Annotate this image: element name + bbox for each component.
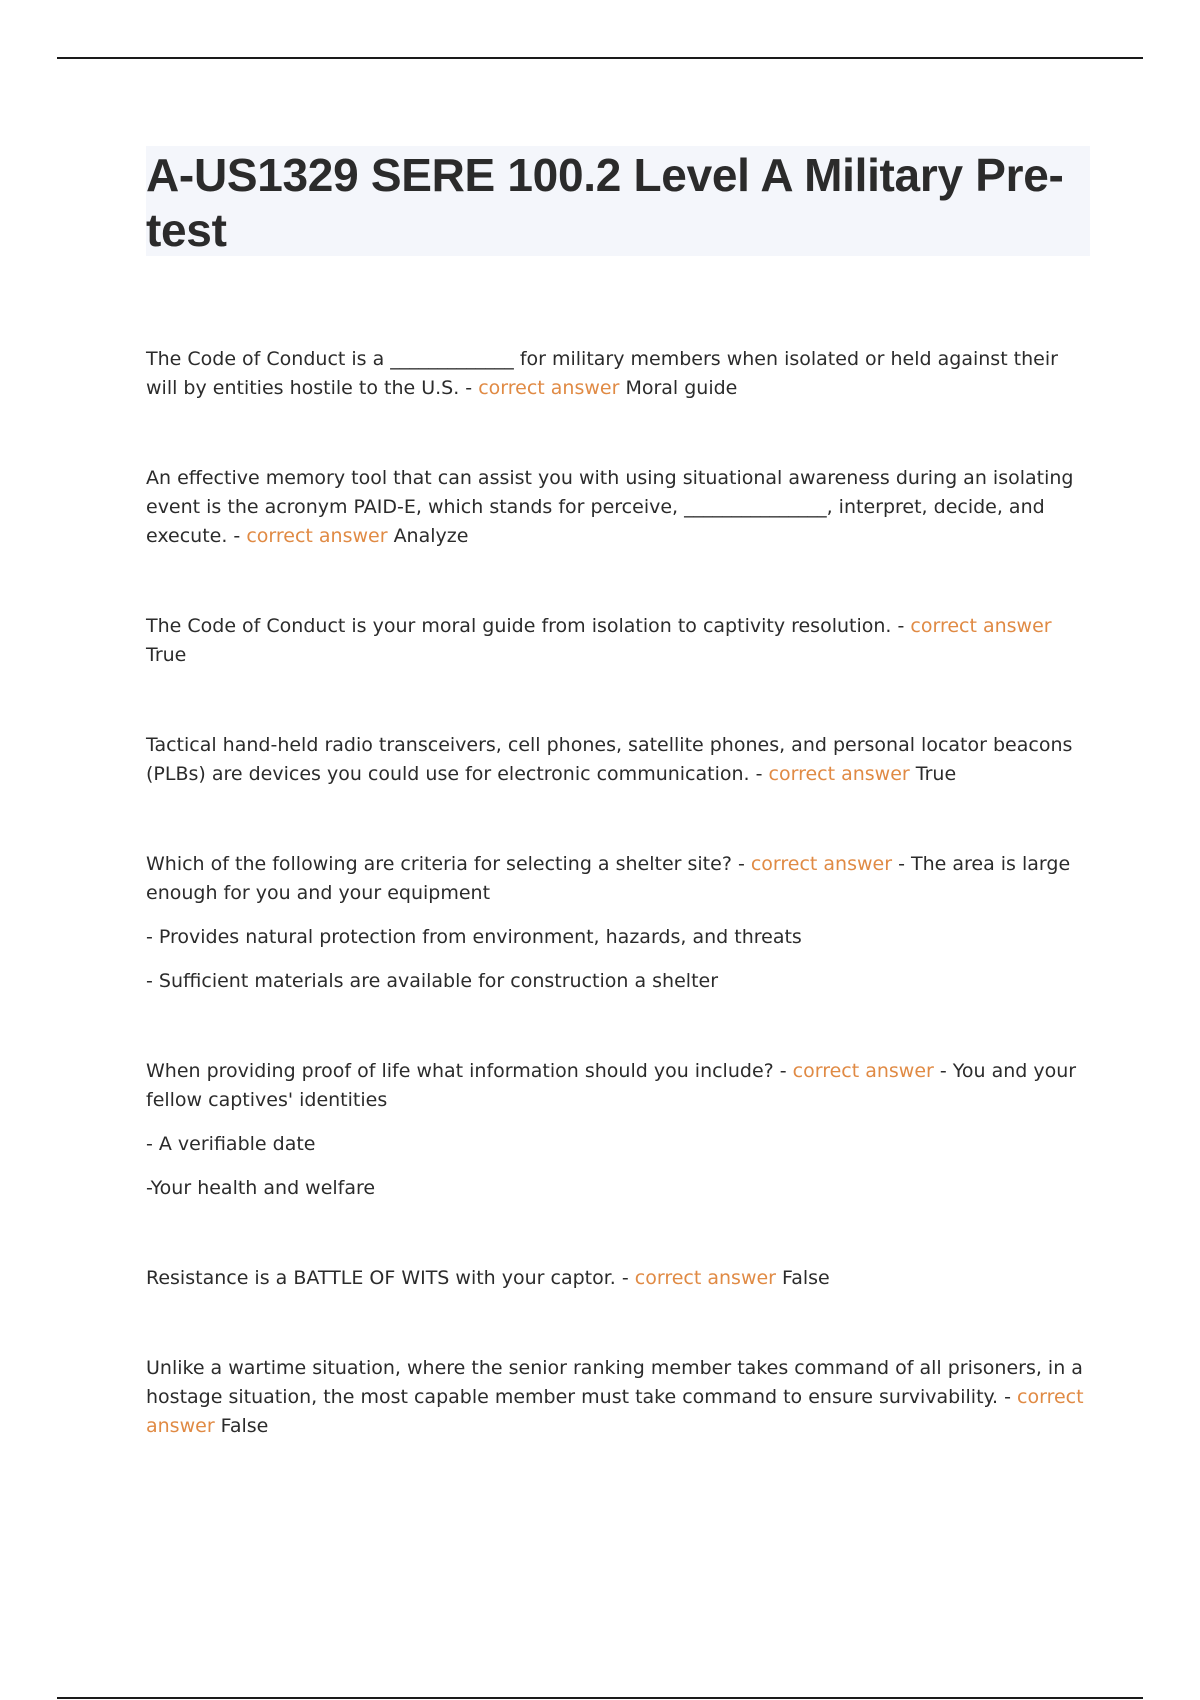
- qa-main-line: [146, 345, 1090, 403]
- qa-item: [146, 612, 1090, 670]
- correct-answer-label: correct answer: [146, 1386, 1084, 1437]
- qa-main-line: [146, 612, 1090, 670]
- qa-item: [146, 1264, 1090, 1293]
- qa-item: [146, 464, 1090, 551]
- answer-text: False: [782, 1267, 830, 1289]
- correct-answer-label: correct answer: [246, 525, 388, 547]
- question-text: Tactical hand-held radio transceivers, cell phones, satellite phones, and personal locator beacons (PLBs) are devices you could use for electronic communication.: [146, 734, 1073, 785]
- answer-text: Moral guide: [625, 377, 738, 399]
- correct-answer-label: correct answer: [768, 763, 910, 785]
- question-separator: -: [749, 763, 769, 785]
- answer-extra-line: -Your health and welfare: [146, 1177, 376, 1199]
- qa-item: [146, 850, 1090, 996]
- correct-answer-label: correct answer: [750, 853, 893, 875]
- qa-main-line: [146, 1057, 1090, 1115]
- answer-extra-line: - A verifiable date: [146, 1133, 316, 1155]
- qa-main-line: [146, 1264, 1090, 1293]
- question-text: Resistance is a BATTLE OF WITS with your captor.: [146, 1267, 616, 1289]
- answer-extra-line: - Sufficient materials are available for construction a shelter: [146, 970, 719, 992]
- correct-answer-label: correct answer: [478, 377, 620, 399]
- question-separator: -: [998, 1386, 1018, 1408]
- answer-extra-line: - Provides natural protection from environment, hazards, and threats: [146, 926, 802, 948]
- top-rule: [57, 57, 1143, 59]
- answer-text: False: [220, 1415, 269, 1437]
- qa-item: [146, 1354, 1090, 1441]
- question-list: [146, 345, 1090, 1502]
- question-separator: -: [891, 615, 911, 637]
- page-title: A-US1329 SERE 100.2 Level A Military Pre-test: [146, 149, 1064, 256]
- question-separator: -: [227, 525, 247, 547]
- qa-item: [146, 345, 1090, 403]
- correct-answer-label: correct answer: [792, 1060, 934, 1082]
- qa-item: [146, 1057, 1090, 1203]
- question-text: Which of the following are criteria for selecting a shelter site?: [146, 853, 732, 875]
- answer-text: True: [915, 763, 957, 785]
- answer-text: True: [146, 644, 187, 666]
- qa-item: [146, 731, 1090, 789]
- question-text: When providing proof of life what information should you include?: [146, 1060, 774, 1082]
- qa-main-line: [146, 731, 1090, 789]
- answer-text: Analyze: [393, 525, 469, 547]
- question-separator: -: [615, 1267, 635, 1289]
- correct-answer-label: correct answer: [910, 615, 1052, 637]
- bottom-rule: [57, 1697, 1143, 1699]
- question-text: Unlike a wartime situation, where the senior ranking member takes command of all prisoners, in a hostage situation, the most capable member must take command to ensure survivability.: [146, 1357, 1083, 1408]
- question-text: The Code of Conduct is your moral guide from isolation to captivity resolution.: [146, 615, 892, 637]
- correct-answer-label: correct answer: [634, 1267, 776, 1289]
- question-separator: -: [773, 1060, 793, 1082]
- qa-main-line: [146, 464, 1090, 551]
- qa-main-line: [146, 850, 1090, 908]
- question-separator: -: [731, 853, 751, 875]
- question-text: An effective memory tool that can assist you with using situational awareness during an isolating event is the acronym PAID-E, which stands for perceive, _______________, interpret, decide, and execute.: [146, 467, 1074, 547]
- answer-text: - You and your fellow captives' identities: [146, 1060, 1077, 1111]
- question-text: The Code of Conduct is a _____________ for military members when isolated or held against their will by entities hostile to the U.S.: [146, 348, 1058, 399]
- qa-main-line: [146, 1354, 1090, 1441]
- answer-text: - The area is large enough for you and your equipment: [146, 853, 1071, 904]
- question-separator: -: [459, 377, 479, 399]
- title-block: [146, 146, 1090, 256]
